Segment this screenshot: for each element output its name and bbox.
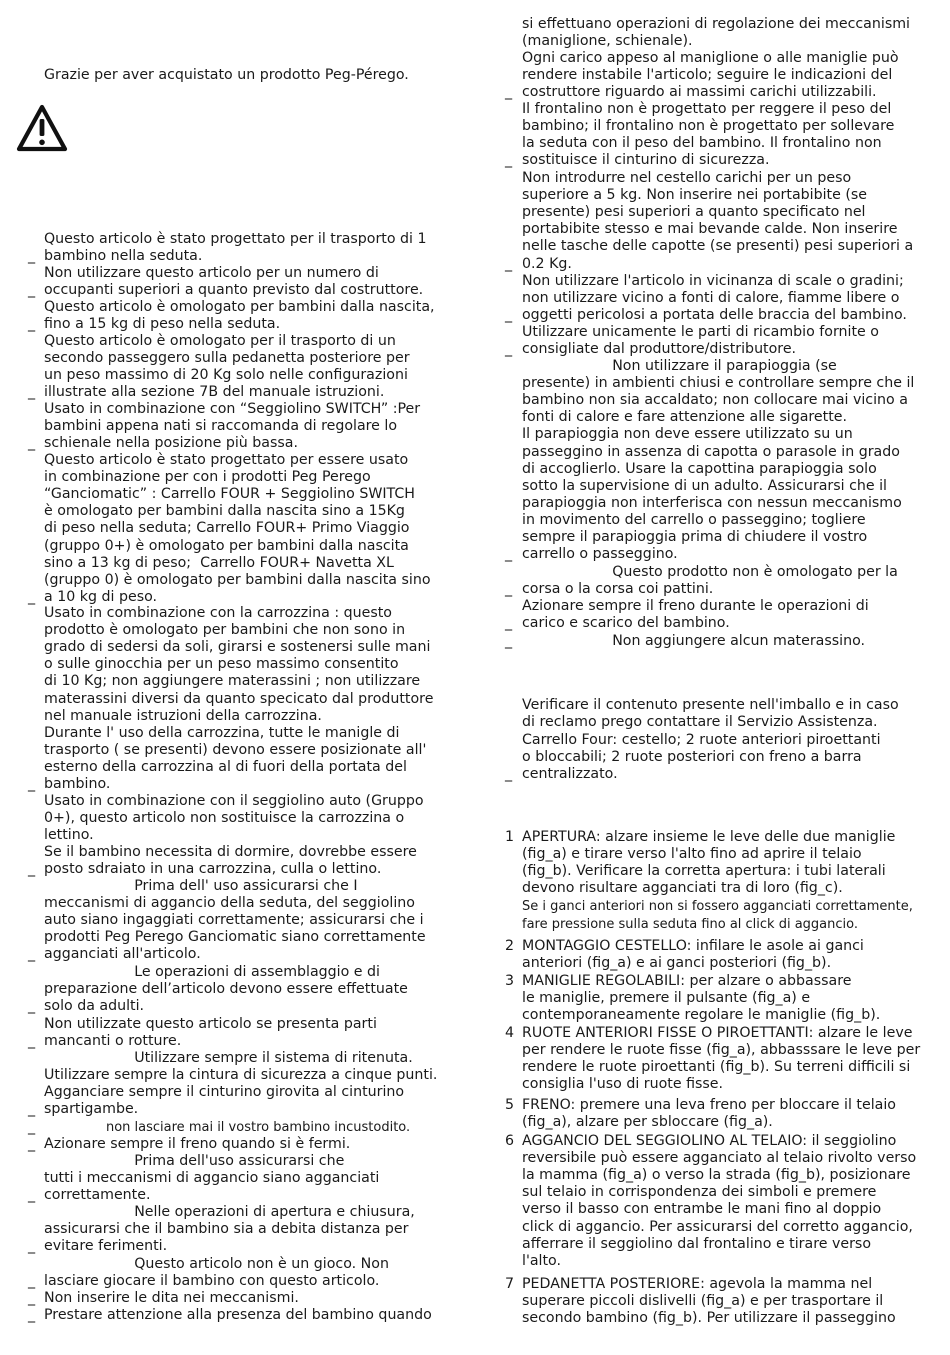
text-line: spartigambe. [44,1101,139,1118]
intro-text: Grazie per aver acquistato un prodotto Peg-Pérego. [44,67,409,83]
text-line: carrello o passeggino. [522,546,678,563]
text-line: Se il bambino necessita di dormire, dovrebbe essere [44,844,417,861]
text-line: sino a 13 kg di peso; Carrello FOUR+ Navetta XL [44,554,394,571]
text-line: solo da adulti. [44,998,145,1015]
text-line: parapioggia non interferisca con nessun meccanismo [522,494,902,511]
text-line: evitare ferimenti. [44,1238,168,1255]
bullet-dash: _ [505,633,513,649]
text-line: schienale nella posizione più bassa. [44,435,298,452]
text-line: Non introdurre nel cestello carichi per un peso [522,170,852,186]
text-line: “Ganciomatic” : Carrello FOUR + Seggiolino SWITCH [44,486,415,503]
text-line: prodotto è omologato per bambini che non sono in [44,622,406,639]
text-line: meccanismi di aggancio della seduta, del seggiolino [44,895,415,912]
text-line: preparazione dell’articolo devono essere effettuate [44,981,408,998]
text-line: Agganciare sempre il cinturino girovita al cinturino [44,1084,405,1101]
bullet-dash: _ [505,581,513,598]
text-line: o bloccabili; 2 ruote posteriori con freno a barra [522,749,862,766]
text-line: 0.2 Kg. [522,255,572,272]
bullet-dash: _ [505,546,513,563]
text-line: fare pressione sulla seduta fino al click di aggancio. [522,916,859,932]
text-line: carico e scarico del bambino. [522,615,730,632]
text-line: in movimento del carrello o passeggino; togliere [522,511,866,528]
text-line: correttamente. [44,1187,151,1204]
text-line: nel manuale istruzioni della carrozzina. [44,707,322,724]
bullet-dash: _ [505,307,513,324]
text-line: Questo articolo è stato progettato per essere usato [44,452,409,468]
text-line: superiore a 5 kg. Non inserire nei portabibite (se [522,187,867,204]
bullet-dash: _ [28,588,36,605]
text-line: Se i ganci anteriori non si fossero agganciati correttamente, [522,899,913,915]
text-line: rendere instabile l'articolo; seguire le indicazioni del [522,67,893,84]
text-line: le maniglie, premere il pulsante (fig_a) e [522,990,811,1007]
text-line: oggetti pericolosi a portata delle braccia del bambino. [522,307,907,324]
text-line: secondo passeggero sulla pedanetta posteriore per [44,350,410,367]
text-line: Questo prodotto non è omologato per la [522,564,898,580]
text-line: Questo articolo è stato progettato per il trasporto di 1 [44,231,427,247]
text-line: Azionare sempre il freno durante le operazioni di [522,598,869,614]
bullet-dash: _ [505,255,513,272]
bullet-dash: _ [28,776,36,792]
text-line: lettino. [44,827,94,844]
step-number: 1 [505,829,515,845]
text-line: Prestare attenzione alla presenza del bambino quando [44,1307,432,1323]
text-line: costruttore riguardo ai massimi carichi utilizzabili. [522,84,877,101]
text-line: Non aggiungere alcun materassino. [522,633,866,649]
text-line: superare piccoli dislivelli (fig_a) e per trasportare il [522,1293,884,1310]
text-line: esterno della carrozzina al di fuori della portata del [44,758,407,775]
text-line: click di aggancio. Per assicurarsi del corretto aggancio, [522,1218,913,1235]
text-line: consigliate dal produttore/distributore. [522,341,797,358]
step-number: 5 [505,1097,515,1113]
text-line: la mamma (fig_a) o verso la strada (fig_b), posizionare [522,1167,911,1184]
text-line: FRENO: premere una leva freno per bloccare il telaio [522,1097,896,1113]
text-line: RUOTE ANTERIORI FISSE O PIROETTANTI: alzare le leve [522,1025,913,1041]
text-line: per rendere le ruote fisse (fig_a), abbasssare le leve per [522,1042,921,1059]
text-line: materassini diversi da quanto specicato dal produttore [44,690,434,707]
text-line: PEDANETTA POSTERIORE: agevola la mamma nel [522,1276,873,1292]
text-line: Il frontalino non è progettato per reggere il peso del [522,101,892,117]
text-line: o sulle ginocchia per un peso massimo consentito [44,656,399,673]
text-line: (gruppo 0+) è omologato per bambini dalla nascita [44,537,409,554]
text-line: la seduta con il peso del bambino. Il frontalino non [522,135,882,152]
text-line: Il parapioggia non deve essere utilizzato su un [522,426,853,443]
bullet-dash: _ [28,435,36,452]
text-line: di accoglierlo. Usare la capottina parapioggia solo [522,460,877,477]
text-line: prodotti Peg Perego Ganciomatic siano correttamente [44,929,426,946]
text-line: MONTAGGIO CESTELLO: infilare le asole ai ganci [522,938,864,954]
text-line: bambino; il frontalino non è progettato per sollevare [522,118,895,135]
text-line: bambino nella seduta. [44,248,203,265]
step-number: 6 [505,1133,515,1149]
text-line: Azionare sempre il freno quando si è fermi. [44,1136,351,1152]
text-line: Questo articolo è omologato per bambini dalla nascita, [44,299,435,315]
text-line: mancanti o rotture. [44,1033,182,1050]
text-line: consiglia l'uso di ruote fisse. [522,1076,724,1093]
text-line: contemporaneamente regolare le maniglie (fig_b). [522,1007,881,1024]
text-line: centralizzato. [522,766,618,783]
text-line: assicurarsi che il bambino sia a debita distanza per [44,1221,409,1238]
bullet-dash: _ [28,316,36,333]
text-line: non utilizzare vicino a fonti di calore, fiamme libere o [522,290,900,307]
text-line: devono risultare agganciati tra di loro (fig_c). [522,880,843,897]
bullet-dash: _ [28,1307,36,1323]
text-line: (fig_b). Verificare la corretta apertura: i tubi laterali [522,863,886,880]
step-number: 7 [505,1276,515,1292]
text-line: Usato in combinazione con il seggiolino auto (Gruppo [44,793,424,809]
step-number: 4 [505,1025,515,1041]
text-line: Non utilizzate questo articolo se presenta parti [44,1016,377,1032]
text-line: un peso massimo di 20 Kg solo nelle configurazioni [44,367,408,384]
text-line: 0+), questo articolo non sostituisce la carrozzina o [44,810,405,827]
text-line: presente) in ambienti chiusi e controllare sempre che il [522,375,915,392]
bullet-dash: _ [28,1136,36,1152]
text-line: rendere le ruote piroettanti (fig_b). Su terreni difficili si [522,1059,911,1076]
warning-triangle-icon [16,104,68,152]
bullet-dash: _ [28,1033,36,1050]
text-line: (fig_a) e tirare verso l'alto fino ad aprire il telaio [522,846,862,863]
text-line: AGGANCIO DEL SEGGIOLINO AL TELAIO: il seggiolino [522,1133,897,1149]
text-line: MANIGLIE REGOLABILI: per alzare o abbassare [522,973,852,989]
text-line: di 10 Kg; non aggiungere materassini ; non utilizzare [44,673,421,690]
step-number: 3 [505,973,515,989]
text-line: l'alto. [522,1252,561,1269]
text-line: occupanti superiori a quanto previsto dal costruttore. [44,282,424,299]
bullet-dash: _ [505,84,513,101]
text-line: tutti i meccanismi di aggancio siano agganciati [44,1170,380,1187]
text-line: (fig_a), alzare per sbloccare (fig_a). [522,1114,773,1131]
text-line: Non inserire le dita nei meccanismi. [44,1290,299,1306]
bullet-dash: _ [28,861,36,878]
text-line: auto siano ingaggiati correttamente; assicurarsi che i [44,912,424,929]
bullet-dash: _ [28,1238,36,1255]
text-line: Nelle operazioni di apertura e chiusura, [44,1204,415,1220]
text-line: bambino non sia accaldato; non collocare mai vicino a [522,392,908,409]
text-line: presente) pesi superiori a quanto specificato nel [522,204,866,221]
text-line: non lasciare mai il vostro bambino incustodito. [44,1120,411,1135]
bullet-dash: _ [505,615,513,632]
text-line: Carrello Four: cestello; 2 ruote anteriori piroettanti [522,732,881,748]
text-line: sul telaio in corrispondenza dei simboli e premere [522,1184,877,1201]
text-line: portabibite stesso e mai bevande calde. Non inserire [522,221,898,238]
text-line: a 10 kg di peso. [44,588,158,605]
text-line: APERTURA: alzare insieme le leve delle due maniglie [522,829,896,845]
text-line: Utilizzare sempre il sistema di ritenuta. [44,1050,413,1066]
bullet-dash: _ [28,248,36,265]
text-line: posto sdraiato in una carrozzina, culla o lettino. [44,861,382,878]
text-line: anteriori (fig_a) e ai ganci posteriori (fig_b). [522,955,832,972]
text-line: Questo articolo non è un gioco. Non [44,1256,389,1272]
bullet-dash: _ [28,998,36,1015]
text-line: Le operazioni di assemblaggio e di [44,964,380,980]
text-line: illustrate alla sezione 7B del manuale istruzioni. [44,384,385,401]
bullet-dash: _ [505,152,513,169]
text-line: fino a 15 kg di peso nella seduta. [44,316,281,333]
text-line: bambini appena nati si raccomanda di regolare lo [44,418,398,435]
bullet-dash: _ [28,946,36,963]
text-line: Usato in combinazione con “Seggiolino SWITCH” :Per [44,401,421,417]
text-line: lasciare giocare il bambino con questo articolo. [44,1273,380,1290]
text-line: verso il basso con entrambe le mani fino al doppio [522,1201,882,1218]
bullet-dash: _ [505,341,513,358]
text-line: (gruppo 0) è omologato per bambini dalla nascita sino [44,571,431,588]
text-line: sempre il parapioggia prima di chiudere il vostro [522,529,868,545]
text-line: è omologato per bambini dalla nascita sino a 15Kg [44,503,405,520]
text-line: Verificare il contenuto presente nell'imballo e in caso [522,697,899,713]
text-line: bambino. [44,776,111,792]
bullet-dash: _ [505,766,513,783]
text-line: Prima dell'uso assicurarsi che [44,1153,345,1169]
bullet-dash: _ [28,1273,36,1290]
text-line: sostituisce il cinturino di sicurezza. [522,152,770,169]
bullet-dash: _ [28,1290,36,1306]
text-line: Usato in combinazione con la carrozzina : questo [44,605,392,621]
text-line: sotto la supervisione di un adulto. Assicurarsi che il [522,477,888,494]
text-line: Utilizzare sempre la cintura di sicurezza a cinque punti. [44,1067,438,1084]
text-line: fonti di calore e fare attenzione alle sigarette. [522,409,848,426]
text-line: reversibile può essere agganciato al telaio rivolto verso [522,1150,917,1167]
text-line: Questo articolo è omologato per il trasporto di un [44,333,396,349]
bullet-dash: _ [28,384,36,401]
text-line: di peso nella seduta; Carrello FOUR+ Primo Viaggio [44,520,410,537]
text-line: grado di sedersi da soli, girarsi e sostenersi sulle mani [44,639,431,656]
text-line: Utilizzare unicamente le parti di ricambio fornite o [522,324,879,340]
text-line: Non utilizzare il parapioggia (se [522,358,837,374]
bullet-dash: _ [28,1119,36,1135]
text-line: afferrare il seggiolino dal frontalino e tirare verso [522,1235,871,1252]
text-line: in combinazione per con i prodotti Peg Perego [44,469,371,486]
text-line: Prima dell' uso assicurarsi che I [44,878,358,894]
step-number: 2 [505,938,515,954]
text-line: di reclamo prego contattare il Servizio Assistenza. [522,714,878,731]
bullet-dash: _ [28,1101,36,1118]
text-line: nelle tasche delle capotte (se presenti) pesi superiori a [522,238,914,255]
text-line: (maniglione, schienale). [522,33,693,50]
text-line: Ogni carico appeso al maniglione o alle maniglie può [522,50,899,66]
text-line: Non utilizzare l'articolo in vicinanza di scale o gradini; [522,273,904,289]
text-line: si effettuano operazioni di regolazione dei meccanismi [522,16,910,32]
text-line: secondo bambino (fig_b). Per utilizzare il passeggino [522,1310,896,1327]
text-line: corsa o la corsa coi pattini. [522,581,714,598]
text-line: Durante l' uso della carrozzina, tutte le manigle di [44,724,400,741]
text-line: agganciati all'articolo. [44,946,201,963]
text-line: Non utilizzare questo articolo per un numero di [44,265,379,281]
bullet-dash: _ [28,282,36,299]
bullet-dash: _ [28,1187,36,1204]
text-line: passeggino in assenza di capotta o parasole in grado [522,443,900,460]
text-line: trasporto ( se presenti) devono essere posizionate all' [44,741,427,758]
